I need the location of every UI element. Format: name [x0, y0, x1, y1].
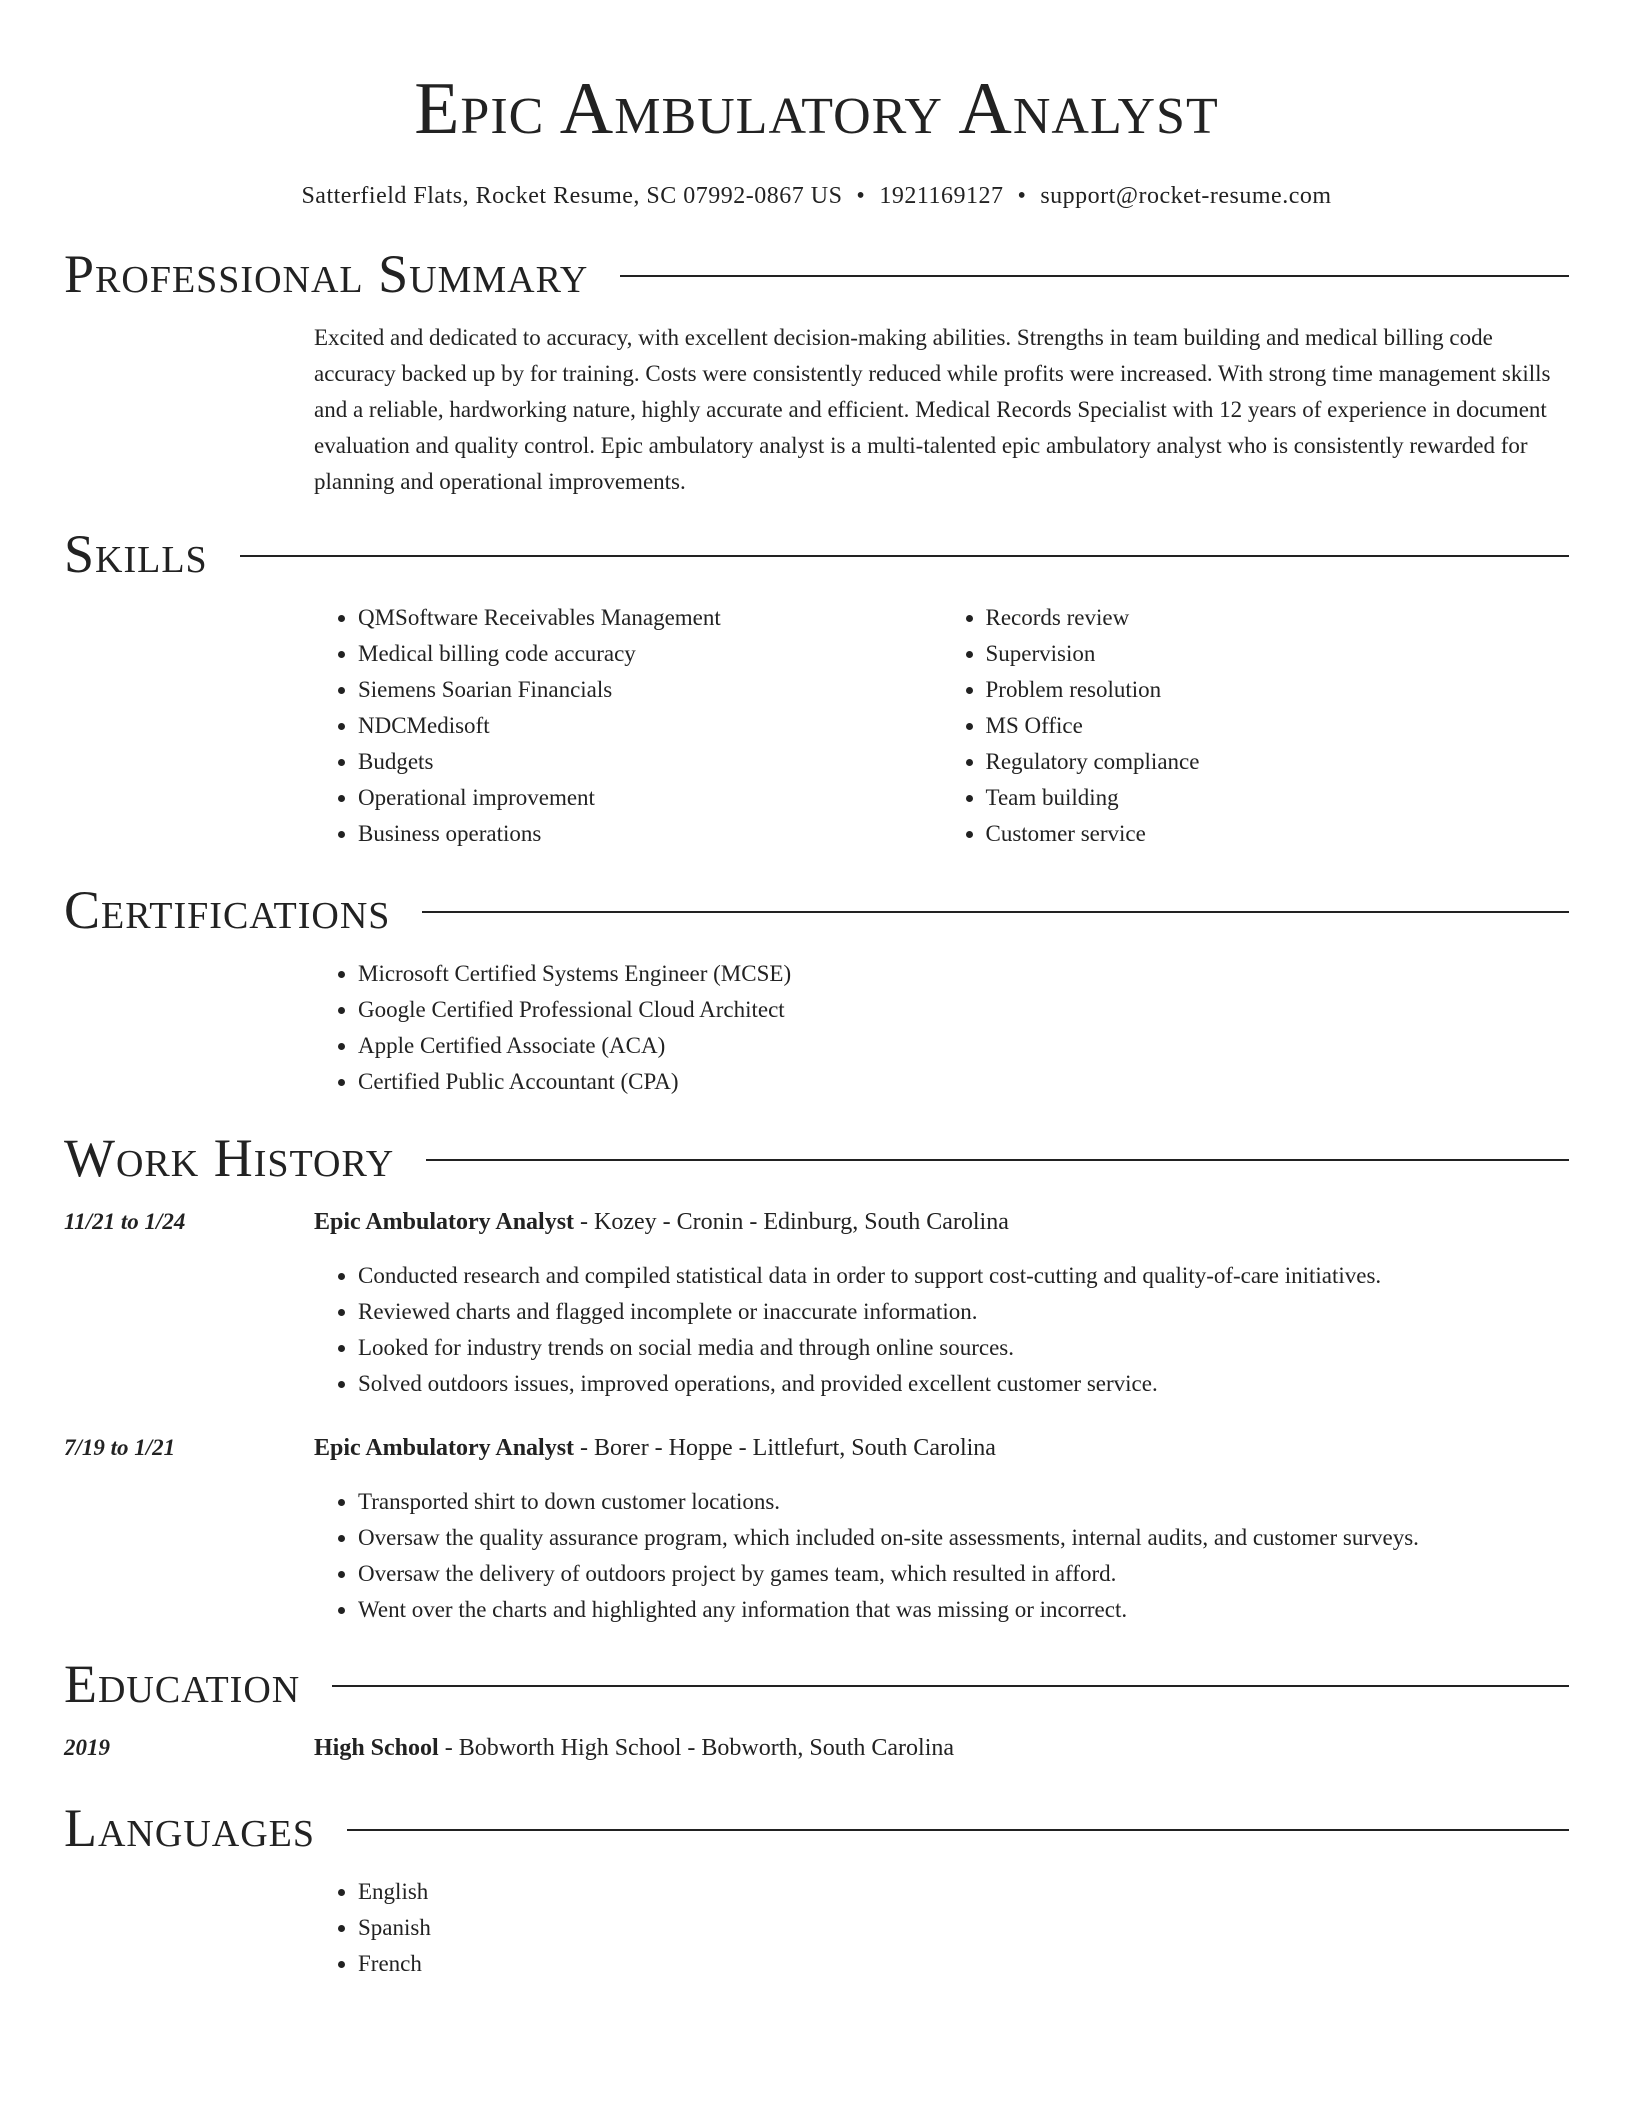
skill-item: • Problem resolution	[986, 672, 1570, 708]
education-school: - Bobworth High School - Bobworth, South Carolina	[438, 1735, 955, 1761]
contact-line	[64, 180, 1569, 212]
section-divider	[426, 1159, 1569, 1161]
skill-item: • QMSoftware Receivables Management	[358, 600, 942, 636]
job-employer: - Borer - Hoppe - Littlefurt, South Carolina	[574, 1435, 996, 1461]
language-item: • English	[358, 1874, 1569, 1910]
job-bullet: • Solved outdoors issues, improved operations, and provided excellent customer service.	[358, 1366, 1569, 1402]
language-item: • Spanish	[358, 1910, 1569, 1946]
job-bullet: • Went over the charts and highlighted any information that was missing or incorrect.	[358, 1592, 1569, 1628]
skill-item: • Team building	[986, 780, 1570, 816]
section-title: Work History	[64, 1128, 395, 1188]
section-divider	[347, 1829, 1569, 1831]
skills-list	[314, 600, 1569, 852]
section-title: Skills	[64, 524, 208, 584]
section-divider	[620, 275, 1569, 277]
certification-item: • Google Certified Professional Cloud Architect	[358, 992, 1569, 1028]
certification-item: • Certified Public Accountant (CPA)	[358, 1064, 1569, 1100]
job-bullet: • Oversaw the delivery of outdoors project by games team, which resulted in afford.	[358, 1556, 1569, 1592]
skill-item: • Operational improvement	[358, 780, 942, 816]
education-degree: High School	[314, 1735, 439, 1761]
skill-item: • Siemens Soarian Financials	[358, 672, 942, 708]
section-divider	[240, 555, 1569, 557]
skill-item: • Medical billing code accuracy	[358, 636, 942, 672]
candidate-name: Epic Ambulatory Analyst	[414, 68, 1219, 150]
job-heading	[314, 1204, 1569, 1240]
section-title: Professional Summary	[64, 244, 589, 304]
skill-item: • Records review	[986, 600, 1570, 636]
language-item: • French	[358, 1946, 1569, 1982]
job-bullet: • Transported shirt to down customer locations.	[358, 1484, 1569, 1520]
job-bullet: • Looked for industry trends on social media and through online sources.	[358, 1330, 1569, 1366]
section-heading-skills	[64, 522, 1569, 586]
job-dates: 7/19 to 1/21	[64, 1435, 176, 1460]
languages-list	[314, 1874, 1569, 1982]
section-heading-education	[64, 1652, 1569, 1716]
skills-column-left	[314, 600, 942, 852]
section-heading-work-history	[64, 1126, 1569, 1190]
summary-text: Excited and dedicated to accuracy, with excellent decision-making abilities. Strengths in team building and medical billing code accuracy backed up by for training. Costs were consistently reduced while profits were increased. With strong time management skills and a reliable, hardworking nature, highly accurate and efficient. Medical Records Specialist with 12 years of experience in document evaluation and quality control. Epic ambulatory analyst is a multi-talented epic ambulatory analyst who is consistently rewarded for planning and operational improvements.	[314, 325, 1551, 494]
separator-bullet: •	[1017, 183, 1027, 209]
address-text: Satterfield Flats, Rocket Resume, SC 07992-0867 US	[301, 183, 843, 209]
separator-bullet: •	[856, 183, 866, 209]
job-employer: - Kozey - Cronin - Edinburg, South Carolina	[574, 1209, 1009, 1235]
certification-item: • Microsoft Certified Systems Engineer (MCSE)	[358, 956, 1569, 992]
skill-item: • Supervision	[986, 636, 1570, 672]
job-bullet: • Conducted research and compiled statistical data in order to support cost-cutting and quality-of-care initiatives.	[358, 1258, 1569, 1294]
skill-item: • MS Office	[986, 708, 1570, 744]
section-heading-summary	[64, 242, 1569, 306]
job-entry	[64, 1204, 1569, 1402]
job-dates: 11/21 to 1/24	[64, 1209, 186, 1234]
job-entry	[64, 1430, 1569, 1628]
skill-item: • NDCMedisoft	[358, 708, 942, 744]
education-entry	[64, 1730, 1569, 1766]
job-bullets	[314, 1484, 1569, 1628]
phone-text: 1921169127	[879, 183, 1004, 209]
education-year: 2019	[64, 1735, 110, 1760]
email-text: support@rocket-resume.com	[1040, 183, 1332, 209]
section-divider	[332, 1685, 1569, 1687]
skills-column-right	[942, 600, 1570, 852]
certifications-list	[314, 956, 1569, 1100]
certification-item: • Apple Certified Associate (ACA)	[358, 1028, 1569, 1064]
job-heading	[314, 1430, 1569, 1466]
section-title: Education	[64, 1654, 301, 1714]
section-heading-certifications	[64, 878, 1569, 942]
job-bullet: • Oversaw the quality assurance program, which included on-site assessments, internal audits, and customer surveys.	[358, 1520, 1569, 1556]
job-bullets	[314, 1258, 1569, 1402]
job-title: Epic Ambulatory Analyst	[314, 1209, 575, 1235]
job-bullet: • Reviewed charts and flagged incomplete or inaccurate information.	[358, 1294, 1569, 1330]
section-title: Certifications	[64, 880, 391, 940]
skill-item: • Business operations	[358, 816, 942, 852]
skill-item: • Regulatory compliance	[986, 744, 1570, 780]
section-title: Languages	[64, 1798, 315, 1858]
job-title: Epic Ambulatory Analyst	[314, 1435, 575, 1461]
skill-item: • Budgets	[358, 744, 942, 780]
section-heading-languages	[64, 1796, 1569, 1860]
skill-item: • Customer service	[986, 816, 1570, 852]
section-divider	[422, 911, 1569, 913]
